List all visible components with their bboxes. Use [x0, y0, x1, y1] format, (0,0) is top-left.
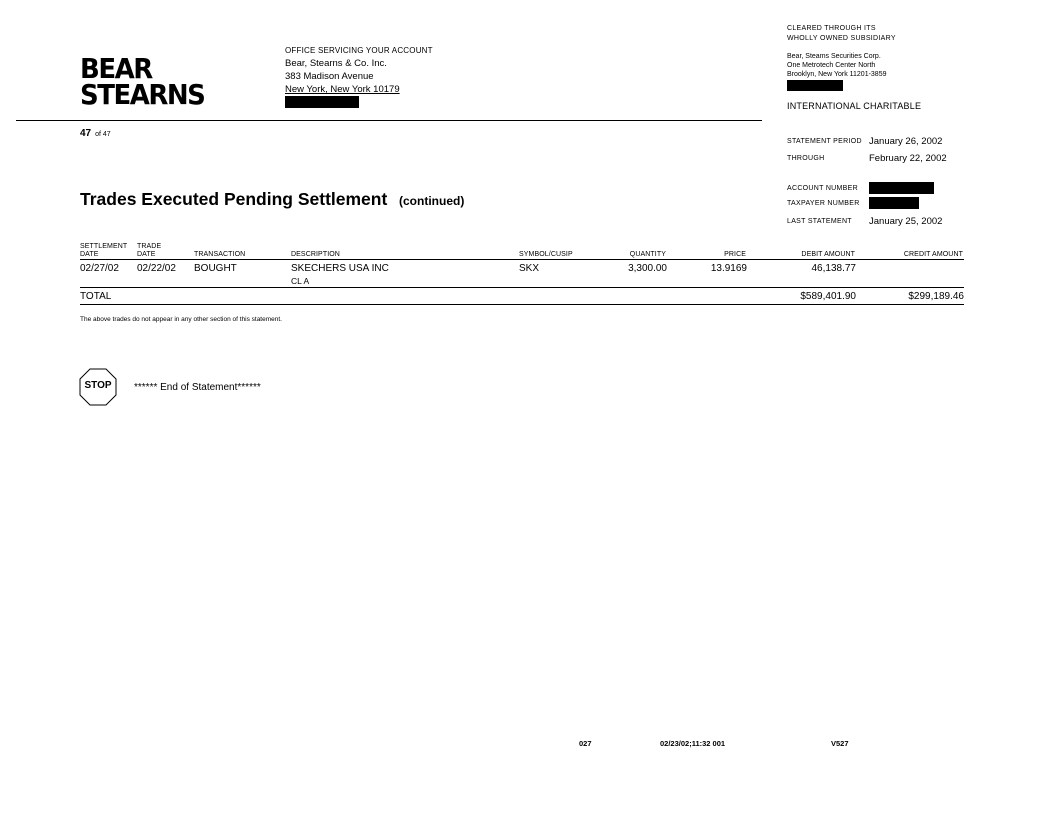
last-statement-value: January 25, 2002: [869, 216, 943, 227]
page-total: of 47: [95, 131, 111, 138]
office-name: Bear, Stearns & Co. Inc.: [285, 58, 387, 69]
cell-trade: 02/22/02: [137, 263, 176, 274]
through-value: February 22, 2002: [869, 153, 947, 164]
office-title: OFFICE SERVICING YOUR ACCOUNT: [285, 46, 433, 55]
footer-timestamp: 02/23/02;11:32 001: [660, 739, 726, 748]
section-title: Trades Executed Pending Settlement: [80, 189, 388, 209]
office-street: 383 Madison Avenue: [285, 71, 374, 82]
through-label: THROUGH: [787, 155, 825, 162]
cell-price: 13.9169: [710, 263, 747, 274]
total-label: TOTAL: [80, 291, 112, 302]
logo-line-2: STEARNS: [80, 79, 205, 112]
page-number: [80, 128, 111, 139]
bear-stearns-logo: [80, 53, 205, 112]
office-city: New York, New York 10179: [285, 84, 400, 95]
col-settlement-date: [80, 243, 127, 259]
redacted-zip: [285, 96, 359, 108]
col-trade-line1: TRADE: [137, 243, 162, 250]
col-description: DESCRIPTION: [291, 251, 340, 258]
clearing-street: One Metrotech Center North: [787, 62, 876, 69]
taxpayer-number-label: TAXPAYER NUMBER: [787, 200, 860, 207]
cell-debit: 46,138.77: [811, 263, 856, 274]
office-address: [285, 44, 433, 108]
total-credit: $299,189.46: [908, 291, 964, 302]
header-rule: [80, 259, 964, 260]
total-rule-top: [80, 287, 964, 288]
col-debit: DEBIT AMOUNT: [801, 251, 855, 258]
col-quantity: QUANTITY: [629, 251, 666, 258]
footer-code: 027: [579, 739, 592, 748]
section-continued: (continued): [399, 194, 465, 208]
header-divider: [16, 120, 762, 121]
cell-quantity: 3,300.00: [628, 263, 667, 274]
cell-description: SKECHERS USA INC: [291, 263, 389, 274]
account-name: INTERNATIONAL CHARITABLE: [787, 101, 922, 111]
col-price: PRICE: [724, 251, 746, 258]
cell-settlement: 02/27/02: [80, 263, 119, 274]
total-rule-bottom: [80, 304, 964, 305]
redacted-clearing: [787, 80, 843, 91]
col-transaction: TRANSACTION: [194, 251, 246, 258]
page-current: 47: [80, 128, 92, 139]
footer-ref: V527: [831, 739, 849, 748]
clearing-line-1: CLEARED THROUGH ITS: [787, 25, 876, 32]
col-credit: CREDIT AMOUNT: [903, 251, 963, 258]
last-statement-label: LAST STATEMENT: [787, 218, 852, 225]
end-of-statement: ****** End of Statement******: [134, 382, 261, 393]
redacted-taxpayer-number: [869, 197, 919, 209]
stop-label: STOP: [84, 380, 112, 391]
cell-transaction: BOUGHT: [194, 263, 237, 274]
clearing-name: Bear, Steams Securities Corp.: [787, 53, 881, 60]
col-trade-date: [137, 243, 161, 259]
cell-symbol: SKX: [519, 263, 540, 274]
cell-description-line2: CL A: [291, 276, 310, 286]
account-number-label: ACCOUNT NUMBER: [787, 185, 858, 192]
clearing-address: [787, 52, 887, 91]
col-symbol: SYMBOL/CUSIP: [519, 251, 573, 258]
logo-line-1: BEAR: [80, 53, 152, 86]
clearing-city: Brooklyn, New York 11201-3859: [787, 71, 887, 78]
statement-period-label: STATEMENT PERIOD: [787, 138, 862, 145]
col-settlement-line1: SETTLEMENT: [80, 243, 128, 250]
redacted-account-number: [869, 182, 934, 194]
col-settlement-line2: DATE: [80, 251, 99, 258]
stop-sign-icon: [79, 368, 117, 406]
clearing-line-2: WHOLLY OWNED SUBSIDIARY: [787, 35, 896, 42]
trades-note: The above trades do not appear in any other section of this statement.: [80, 316, 282, 323]
clearing-heading: [787, 24, 896, 44]
statement-period-value: January 26, 2002: [869, 136, 943, 147]
total-debit: $589,401.90: [800, 291, 856, 302]
col-trade-line2: DATE: [137, 251, 156, 258]
